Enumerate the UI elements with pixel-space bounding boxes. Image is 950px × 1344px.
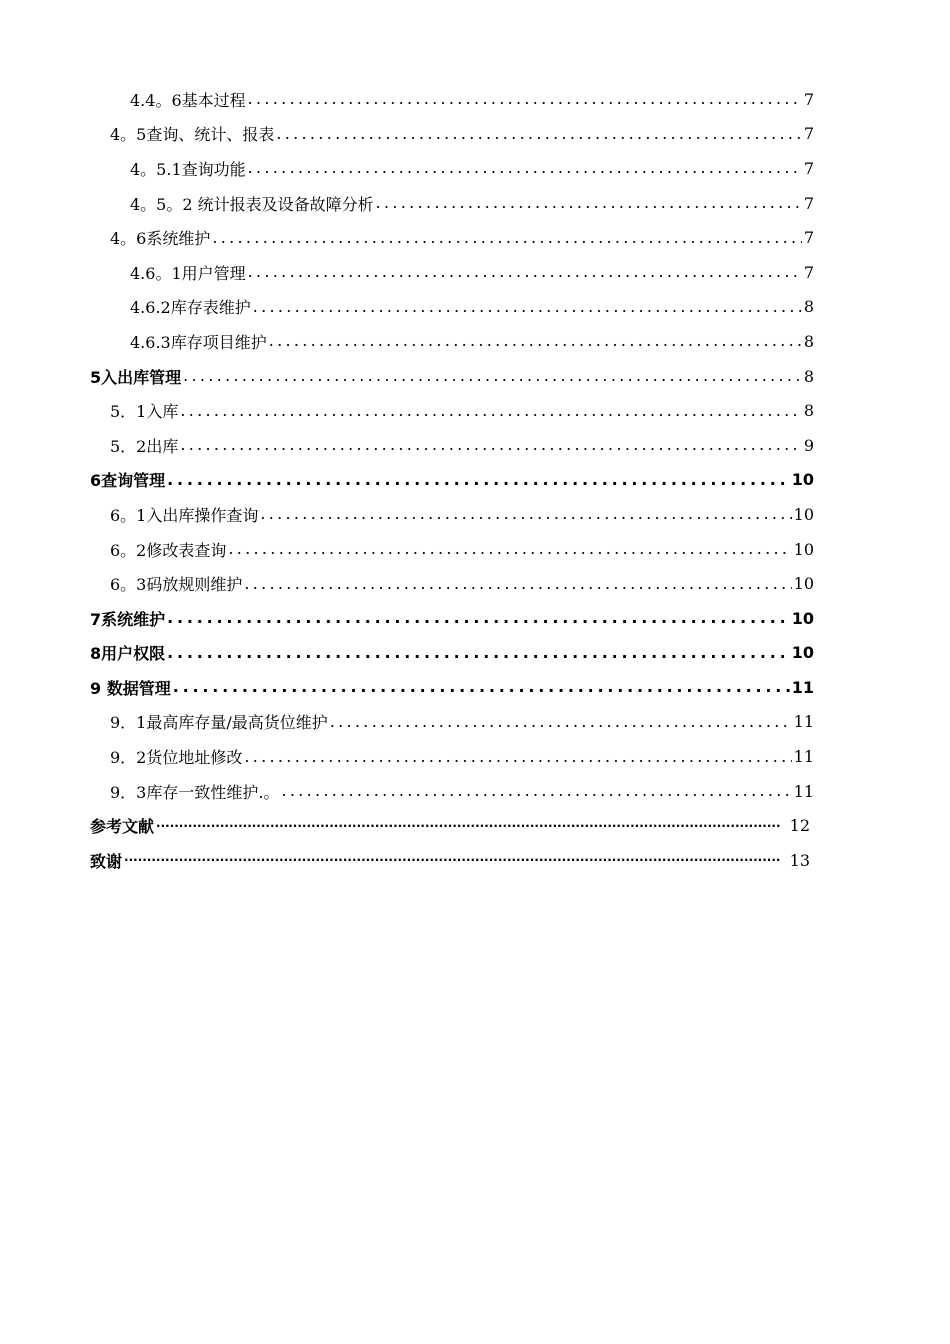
- toc-entry-title: 6查询管理: [90, 471, 166, 491]
- toc-dot-leader: [228, 541, 791, 557]
- toc-entry[interactable]: [0, 670, 950, 705]
- toc-entry[interactable]: [0, 705, 950, 740]
- toc-entry-title: 参考文献: [90, 817, 155, 837]
- toc-dot-leader: [376, 195, 802, 211]
- toc-entry-title: 5入出库管理: [90, 367, 182, 387]
- toc-entry-title: 6。3码放规则维护: [110, 575, 243, 595]
- toc-entry-title: 4。6系统维护: [110, 229, 211, 249]
- toc-dot-leader: [156, 820, 780, 832]
- toc-dot-leader: [244, 576, 791, 592]
- toc-dot-leader: [212, 230, 801, 246]
- toc-entry[interactable]: [0, 151, 950, 186]
- toc-entry-title: 致谢: [90, 851, 123, 871]
- toc-dot-leader: [248, 160, 802, 176]
- toc-entry-page: 7: [803, 262, 814, 282]
- toc-entry[interactable]: [0, 255, 950, 290]
- toc-entry[interactable]: [0, 463, 950, 498]
- toc-entry-title: 4。5。2 统计报表及设备故障分析: [130, 194, 374, 214]
- toc-dot-leader: [167, 472, 790, 488]
- toc-entry[interactable]: [0, 497, 950, 532]
- toc-entry-title: 9．3库存一致性维护.。: [110, 782, 280, 802]
- toc-entry-title: 4。5查询、统计、报表: [110, 125, 275, 145]
- toc-entry-page: 11: [793, 781, 814, 801]
- toc-entry[interactable]: [0, 117, 950, 152]
- toc-entry-page: 8: [803, 297, 814, 317]
- toc-entry-page: 8: [803, 401, 814, 421]
- toc-entry-page: 10: [791, 470, 814, 490]
- toc-entry-page: 12: [789, 816, 810, 836]
- toc-entry[interactable]: [0, 532, 950, 567]
- toc-entry[interactable]: [0, 566, 950, 601]
- toc-entry-page: 11: [793, 712, 814, 732]
- toc-entry-title: 4。5.1查询功能: [130, 159, 246, 179]
- toc-entry-page: 10: [793, 539, 814, 559]
- toc-entry[interactable]: [0, 324, 950, 359]
- toc-entry-title: 8用户权限: [90, 644, 166, 664]
- toc-entry-page: 10: [793, 504, 814, 524]
- toc-dot-leader: [330, 714, 792, 730]
- toc-entry-title: 5．2出库: [110, 436, 179, 456]
- toc-entry-title: 5．1入库: [110, 402, 179, 422]
- toc-entry-page: 11: [791, 677, 814, 697]
- toc-dot-leader: [253, 299, 802, 315]
- toc-dot-leader: [167, 645, 790, 661]
- toc-dot-leader: [269, 333, 802, 349]
- toc-entry[interactable]: [0, 393, 950, 428]
- toc-entry-page: 10: [791, 608, 814, 628]
- toc-entry-page: 7: [803, 228, 814, 248]
- toc-entry-page: 7: [803, 89, 814, 109]
- toc-entry[interactable]: [0, 843, 950, 878]
- toc-dot-leader: [124, 854, 780, 866]
- toc-entry-title: 4.4。6基本过程: [130, 90, 246, 110]
- toc-dot-leader: [244, 749, 791, 765]
- toc-dot-leader: [173, 679, 790, 695]
- toc-entry-page: 9: [803, 435, 814, 455]
- toc-dot-leader: [248, 264, 802, 280]
- toc-entry[interactable]: [0, 82, 950, 117]
- toc-entry[interactable]: [0, 428, 950, 463]
- toc-dot-leader: [167, 610, 790, 626]
- toc-entry[interactable]: [0, 359, 950, 394]
- toc-entry-page: 11: [793, 747, 814, 767]
- toc-entry-page: 10: [793, 574, 814, 594]
- toc-entry-page: 7: [803, 158, 814, 178]
- toc-entry-title: 4.6.3库存项目维护: [130, 332, 267, 352]
- toc-entry-page: 8: [803, 366, 814, 386]
- toc-entry[interactable]: [0, 186, 950, 221]
- toc-entry-title: 4.6。1用户管理: [130, 263, 246, 283]
- toc-entry[interactable]: [0, 220, 950, 255]
- toc-entry[interactable]: [0, 808, 950, 843]
- table-of-contents: [0, 82, 950, 878]
- toc-dot-leader: [180, 437, 801, 453]
- toc-dot-leader: [180, 403, 801, 419]
- toc-entry-title: 9 数据管理: [90, 678, 171, 698]
- toc-entry-page: 7: [803, 124, 814, 144]
- toc-entry[interactable]: [0, 774, 950, 809]
- toc-entry[interactable]: [0, 739, 950, 774]
- toc-entry-page: 8: [803, 331, 814, 351]
- toc-dot-leader: [183, 368, 802, 384]
- toc-dot-leader: [260, 506, 791, 522]
- toc-entry-title: 7系统维护: [90, 609, 166, 629]
- toc-entry-title: 9．1最高库存量/最高货位维护: [110, 713, 328, 733]
- toc-entry-title: 6。2修改表查询: [110, 540, 227, 560]
- toc-entry-page: 13: [789, 850, 810, 870]
- toc-dot-leader: [276, 126, 801, 142]
- toc-dot-leader: [281, 783, 791, 799]
- toc-entry[interactable]: [0, 636, 950, 671]
- toc-entry[interactable]: [0, 290, 950, 325]
- toc-entry-page: 7: [803, 193, 814, 213]
- toc-entry-title: 4.6.2库存表维护: [130, 298, 251, 318]
- toc-entry-page: 10: [791, 643, 814, 663]
- toc-entry[interactable]: [0, 601, 950, 636]
- toc-dot-leader: [248, 91, 802, 107]
- toc-entry-title: 6。1入出库操作查询: [110, 505, 259, 525]
- toc-entry-title: 9．2货位地址修改: [110, 748, 243, 768]
